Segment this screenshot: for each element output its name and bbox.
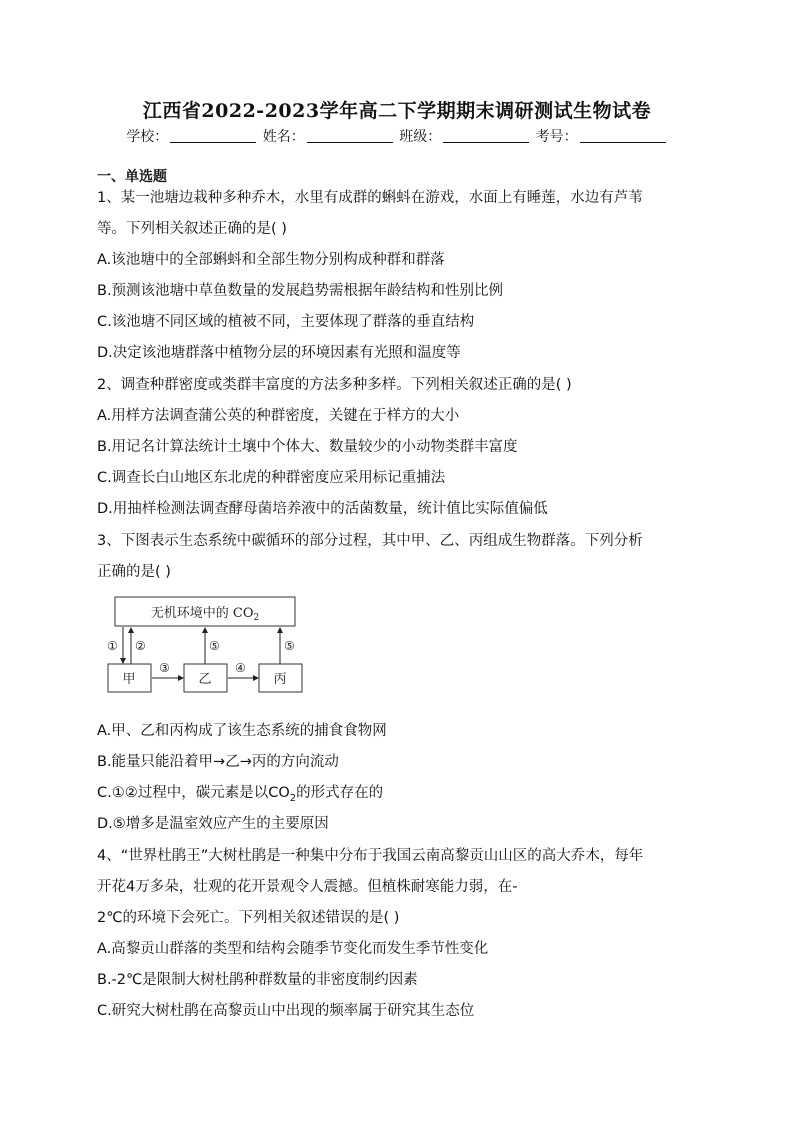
student-info-line [0,126,794,146]
name-label: 姓名： [262,129,305,145]
q1-option-d: D.决定该池塘群落中植物分层的环境因素有光照和温度等 [97,345,461,361]
arrow-5b-label: ⑤ [284,639,295,653]
node-bing-label: 丙 [273,672,287,687]
q1-stem-line-2: 等。下列相关叙述正确的是( ) [97,221,287,237]
q3-stem-line-2: 正确的是( ) [97,564,171,580]
q4-option-a: A.高黎贡山群落的类型和结构会随季节变化而发生季节性变化 [97,941,489,957]
q1-option-b: B.预测该池塘中草鱼数量的发展趋势需根据年龄结构和性别比例 [97,283,504,299]
class-label: 班级： [399,129,442,145]
arrow-4-label: ④ [235,661,246,675]
section-heading: 一、单选题 [97,169,167,185]
q2-option-a: A.用样方法调查蒲公英的种群密度，关键在于样方的大小 [97,408,460,424]
q1-option-a: A.该池塘中的全部蝌蚪和全部生物分别构成种群和群落 [97,252,445,268]
arrow-1-label: ① [107,639,118,653]
class-blank[interactable] [443,128,529,143]
q3-option-c-prefix: C.①②过程中，碳元素是以CO [97,785,290,801]
carbon-cycle-diagram [98,594,304,702]
node-jia-label: 甲 [122,672,136,687]
q3-stem-line-1: 3、下图表示生态系统中碳循环的部分过程，其中甲、乙、丙组成生物群落。下列分析 [97,533,643,549]
q1-option-c: C.该池塘不同区域的植被不同，主要体现了群落的垂直结构 [97,314,475,330]
q4-option-c: C.研究大树杜鹃在高黎贡山中出现的频率属于研究其生态位 [97,1003,475,1019]
school-label: 学校： [126,129,169,145]
q2-option-d: D.用抽样检测法调查酵母菌培养液中的活菌数量，统计值比实际值偏低 [97,501,548,517]
school-blank[interactable] [170,128,256,143]
q4-stem-line-1: 4、“世界杜鹃王”大树杜鹃是一种集中分布于我国云南高黎贡山山区的高大乔木，每年 [97,848,644,864]
arrow-5a-label: ⑤ [209,639,220,653]
q3-option-d: D.⑤增多是温室效应产生的主要原因 [97,816,329,832]
arrow-3-label: ③ [159,661,170,675]
exam-title: 江西省2022-2023学年高二下学期期末调研测试生物试卷 [142,100,652,122]
q4-stem-line-2: 开花4万多朵，壮观的花开景观令人震撼。但植株耐寒能力弱，在- [97,879,518,895]
name-blank[interactable] [307,128,393,143]
q2-option-c: C.调查长白山地区东北虎的种群密度应采用标记重捕法 [97,470,446,486]
q3-option-c-sub: 2 [289,792,297,804]
node-yi-label: 乙 [198,672,212,687]
number-blank[interactable] [580,128,666,143]
q3-option-b: B.能量只能沿着甲→乙→丙的方向流动 [97,754,339,770]
q3-option-c [97,783,383,809]
q3-option-c-suffix: 的形式存在的 [296,785,384,801]
arrow-2-label: ② [135,639,146,653]
q4-stem-line-3: 2℃的环境下会死亡。下列相关叙述错误的是( ) [97,910,400,926]
number-label: 考号： [535,129,578,145]
q2-option-b: B.用记名计算法统计土壤中个体大、数量较少的小动物类群丰富度 [97,439,518,455]
inorganic-co2-label: 无机环境中的 $CO_2$ [150,606,260,623]
q1-stem-line-1: 1、某一池塘边栽种多种乔木，水里有成群的蝌蚪在游戏，水面上有睡莲，水边有芦苇 [97,190,643,206]
q2-stem: 2、调查种群密度或类群丰富度的方法多种多样。下列相关叙述正确的是( ) [97,377,572,393]
q3-option-a: A.甲、乙和丙构成了该生态系统的捕食食物网 [97,723,387,739]
q4-option-b: B.-2℃是限制大树杜鹃种群数量的非密度制约因素 [97,972,418,988]
